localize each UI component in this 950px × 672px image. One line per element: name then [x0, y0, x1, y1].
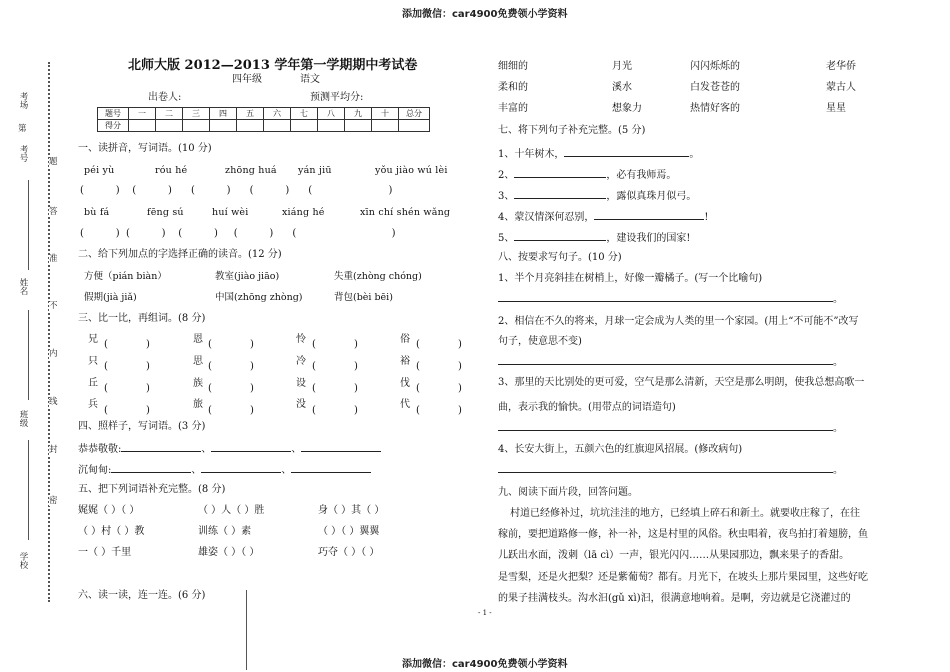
s6-word[interactable]: 热情好客的	[690, 103, 740, 114]
s7-suffix: !	[704, 212, 709, 223]
score-cell[interactable]	[264, 120, 291, 132]
score-head: 五	[237, 108, 264, 120]
s2-item: 中国(zhōng zhòng)	[215, 292, 303, 303]
s8-q3a: 3、那里的天比别处的更可爱，空气是那么清新，天空是那么明朗，使我总想高歌一	[498, 377, 865, 388]
score-cell[interactable]	[345, 120, 372, 132]
s1-pinyin: yán jiū	[298, 165, 332, 176]
s7-prefix: 5、	[498, 233, 515, 244]
s1-blanks[interactable]: ( ) ( ) ( ) ( ) ( )	[80, 228, 396, 239]
s8-q4: 4、长安大街上，五颜六色的红旗迎风招展。(修改病句)	[498, 444, 743, 455]
s1-pinyin: fēng sú	[147, 207, 184, 218]
s6-word[interactable]: 丰富的	[498, 103, 528, 114]
estimate-label: 预测平均分:	[310, 92, 364, 103]
s7-item-1	[498, 147, 699, 161]
s1-pinyin: xiáng hé	[282, 207, 325, 218]
s7-suffix: ，必有我师焉。	[606, 170, 677, 181]
s7-blank[interactable]	[564, 147, 689, 157]
score-cell[interactable]	[318, 120, 345, 132]
s7-item-4	[498, 210, 708, 224]
s7-blank[interactable]	[514, 231, 606, 241]
s1-pinyin: bù fá	[84, 207, 110, 218]
s7-title: 七、将下列句子补充完整。(5 分)	[498, 125, 646, 136]
score-head: 四	[210, 108, 237, 120]
s4-title: 四、照样子，写词语。(3 分)	[78, 421, 206, 432]
s8-q2b: 句子，使意思不变)	[498, 336, 582, 347]
s4-blank[interactable]	[211, 442, 291, 452]
side-class: 班级	[18, 410, 28, 427]
s7-prefix: 1、十年树木，	[498, 149, 565, 160]
s1-pinyin: zhōng huá	[225, 165, 277, 176]
s8-q2a: 2、相信在不久的将来，月球一定会成为人类的里一个家园。(用上“不可能不”改写	[498, 316, 859, 327]
score-head: 七	[291, 108, 318, 120]
s5-title: 五、把下列词语补充完整。(8 分)	[78, 484, 226, 495]
marker-label: 出卷人:	[148, 92, 182, 103]
s4-example-2: 沉甸甸: 、 、	[78, 463, 371, 477]
s4-ex1-label: 恭恭敬敬:	[78, 444, 122, 455]
side-kaohao: 考号	[18, 145, 28, 162]
s1-pinyin: xīn chí shén wǎng	[360, 207, 451, 218]
s6-word[interactable]: 细细的	[498, 61, 528, 72]
score-cell[interactable]	[291, 120, 318, 132]
top-watermark: 添加微信：car4900免费领小学资料	[402, 9, 568, 20]
seal-char-7: 封	[49, 445, 58, 455]
s3-char: 兵	[88, 399, 98, 410]
score-cell[interactable]	[210, 120, 237, 132]
s3-char: 丘	[88, 378, 98, 389]
s5-item[interactable]: （ ）人（ ）胜	[198, 505, 265, 516]
s3-char: 兄	[88, 334, 98, 345]
score-head: 题号	[98, 108, 129, 120]
s3-char: 思	[193, 356, 203, 367]
s5-item[interactable]: （ ）村（ ）教	[78, 526, 145, 537]
s3-blanks[interactable]: ( ) ( ) ( ) ( )	[416, 339, 462, 416]
s2-item: 失重(zhòng chóng)	[334, 271, 422, 282]
s5-item[interactable]: （ ）（ ）翼翼	[318, 526, 380, 537]
s5-item[interactable]: 雄姿（ ）（ ）	[198, 547, 260, 558]
side-line-1	[28, 180, 29, 270]
s5-item[interactable]: 身（ ）其（ ）	[318, 505, 385, 516]
side-di: 第	[18, 124, 27, 134]
s3-char: 怜	[296, 334, 306, 345]
score-head: 八	[318, 108, 345, 120]
s1-pinyin: róu hé	[155, 165, 188, 176]
page-title: 北师大版 2012—2013 学年第一学期期中考试卷	[128, 58, 418, 73]
s6-word[interactable]: 柔和的	[498, 82, 528, 93]
s1-title: 一、读拼音，写词语。(10 分)	[78, 143, 212, 154]
s7-blank[interactable]	[514, 168, 606, 178]
seal-char-2: 答	[49, 207, 58, 217]
bottom-watermark: 添加微信：car4900免费领小学资料	[402, 659, 568, 670]
s3-char: 伐	[400, 378, 410, 389]
s7-item-2	[498, 168, 676, 182]
s6-word[interactable]: 星星	[826, 103, 846, 114]
score-head: 九	[345, 108, 372, 120]
s3-title: 三、比一比，再组词。(8 分)	[78, 313, 206, 324]
s7-item-5	[498, 231, 690, 245]
s7-item-3	[498, 189, 696, 203]
score-head: 十	[372, 108, 399, 120]
s8-answer-4[interactable]: 。	[498, 463, 843, 477]
subject-label: 语文	[300, 74, 320, 85]
s5-item[interactable]: 一（ ）千里	[78, 547, 132, 558]
s1-blanks[interactable]: ( ) ( ) ( ) ( ) ( )	[80, 185, 393, 196]
s8-q3b: 曲，表示我的愉快。(用带点的词语造句)	[498, 402, 676, 413]
s4-ex2-label: 沉甸甸:	[78, 465, 112, 476]
s2-title: 二、给下列加点的字选择正确的读音。(12 分)	[78, 249, 282, 260]
seal-char-8: 密	[49, 496, 58, 506]
s4-blank[interactable]	[291, 463, 371, 473]
s7-prefix: 3、	[498, 191, 515, 202]
side-school: 学校	[18, 552, 28, 569]
s6-word[interactable]: 白发苍苍的	[690, 82, 740, 93]
score-head: 三	[183, 108, 210, 120]
s9-para-line: 儿跃出水面，泼刺（lā cì）一声，银光闪闪……从果园那边，飘来果子的香甜。	[498, 550, 850, 561]
side-line-3	[28, 440, 29, 540]
score-head: 总分	[399, 108, 430, 120]
s3-char: 俗	[400, 334, 410, 345]
s7-blank[interactable]	[594, 210, 704, 220]
s6-word[interactable]: 月光	[612, 61, 632, 72]
s2-item: 假期(jià jiǎ)	[84, 292, 137, 303]
s7-suffix: ，建设我们的国家!	[606, 233, 691, 244]
seal-char-6: 线	[49, 397, 58, 407]
score-row-label: 得分	[98, 120, 129, 132]
score-cell[interactable]	[237, 120, 264, 132]
side-name: 姓名	[18, 278, 28, 295]
seal-char-3: 准	[49, 254, 58, 264]
s4-blank[interactable]	[121, 442, 201, 452]
s9-para-line: 是雪梨，还是火把梨？还是紫葡萄？都有。月光下，在坡头上那片果园里，这些好吃	[498, 572, 868, 583]
seal-char-1: 题	[49, 157, 58, 167]
s2-item: 方便（pián biàn）	[84, 271, 167, 282]
s7-blank[interactable]	[514, 189, 606, 199]
s4-blank[interactable]	[111, 463, 191, 473]
s7-suffix: ，露似真珠月似弓。	[606, 191, 697, 202]
s8-title: 八、按要求写句子。(10 分)	[498, 252, 622, 263]
s9-para-line: 村道已经修补过，坑坑洼洼的地方，已经填上碎石和新土。就要收庄稼了，在往	[510, 508, 860, 519]
score-head: 六	[264, 108, 291, 120]
s1-pinyin: péi yù	[84, 165, 115, 176]
page-number: - 1 -	[478, 609, 492, 617]
s3-char: 没	[296, 399, 306, 410]
score-cell[interactable]	[156, 120, 183, 132]
seal-dots	[48, 62, 58, 602]
s2-item: 背包(bèi bēi)	[334, 292, 393, 303]
s7-prefix: 2、	[498, 170, 515, 181]
s5-item[interactable]: 巧夺（ ）（ ）	[318, 547, 380, 558]
s3-blanks[interactable]: ( ) ( ) ( ) ( )	[208, 339, 254, 416]
score-cell[interactable]	[183, 120, 210, 132]
s4-blank[interactable]	[201, 463, 281, 473]
s8-q1: 1、半个月亮斜挂在树梢上，好像一瓣橘子。(写一个比喻句)	[498, 273, 763, 284]
s5-item[interactable]: 娓娓（ ）（ ）	[78, 505, 140, 516]
s3-char: 族	[193, 378, 203, 389]
seal-char-4: 不	[49, 301, 58, 311]
s3-char: 旅	[193, 399, 203, 410]
score-cell[interactable]	[129, 120, 156, 132]
s3-blanks[interactable]: ( ) ( ) ( ) ( )	[104, 339, 150, 416]
s8-answer-1[interactable]: 。	[498, 292, 843, 306]
s3-char: 裕	[400, 356, 410, 367]
s9-para-line: 稼前，要把道路修一修，补一补，这是村里的风俗。秋虫唱着，夜鸟拍打着翅膀，鱼	[498, 529, 868, 540]
s9-title: 九、阅读下面片段，回答问题。	[498, 487, 638, 498]
s3-char: 冷	[296, 356, 306, 367]
s3-char: 设	[296, 378, 306, 389]
s9-para-line: 的果子挂满枝头。沟水汩(gǔ xì)汩，很满意地响着。是啊，旁边就是它浇灌过的	[498, 593, 851, 604]
s7-prefix: 4、蒙汉情深何忍别，	[498, 212, 595, 223]
s1-pinyin: huí wèi	[212, 207, 249, 218]
score-table	[97, 107, 430, 132]
s5-item[interactable]: 训练（ ）素	[198, 526, 252, 537]
score-cell[interactable]	[399, 120, 430, 132]
s3-char: 恩	[193, 334, 203, 345]
s3-char: 代	[400, 399, 410, 410]
s8-answer-3[interactable]: 。	[498, 421, 843, 435]
s6-word[interactable]: 想象力	[612, 103, 642, 114]
score-head: 二	[156, 108, 183, 120]
s3-char: 只	[88, 356, 98, 367]
score-head: 一	[129, 108, 156, 120]
s1-pinyin: yǒu jiào wú lèi	[375, 165, 448, 176]
s6-word[interactable]: 蒙古人	[826, 82, 856, 93]
s6-word[interactable]: 老华侨	[826, 61, 856, 72]
side-line-2	[28, 310, 29, 400]
s6-word[interactable]: 溪水	[612, 82, 632, 93]
s8-answer-2[interactable]: 。	[498, 355, 843, 369]
page-fold-line	[246, 590, 247, 670]
s2-item: 教室(jiào jiāo)	[215, 271, 280, 282]
grade-label: 四年级	[232, 74, 262, 85]
score-cell[interactable]	[372, 120, 399, 132]
s6-word[interactable]: 闪闪烁烁的	[690, 61, 740, 72]
s7-suffix: 。	[689, 149, 700, 160]
s3-blanks[interactable]: ( ) ( ) ( ) ( )	[312, 339, 358, 416]
s4-example-1: 恭恭敬敬: 、 、	[78, 442, 381, 456]
seal-char-5: 内	[49, 349, 58, 359]
s6-title: 六、读一读，连一连。(6 分)	[78, 590, 206, 601]
s4-blank[interactable]	[301, 442, 381, 452]
side-kaochang: 考场	[18, 92, 28, 109]
